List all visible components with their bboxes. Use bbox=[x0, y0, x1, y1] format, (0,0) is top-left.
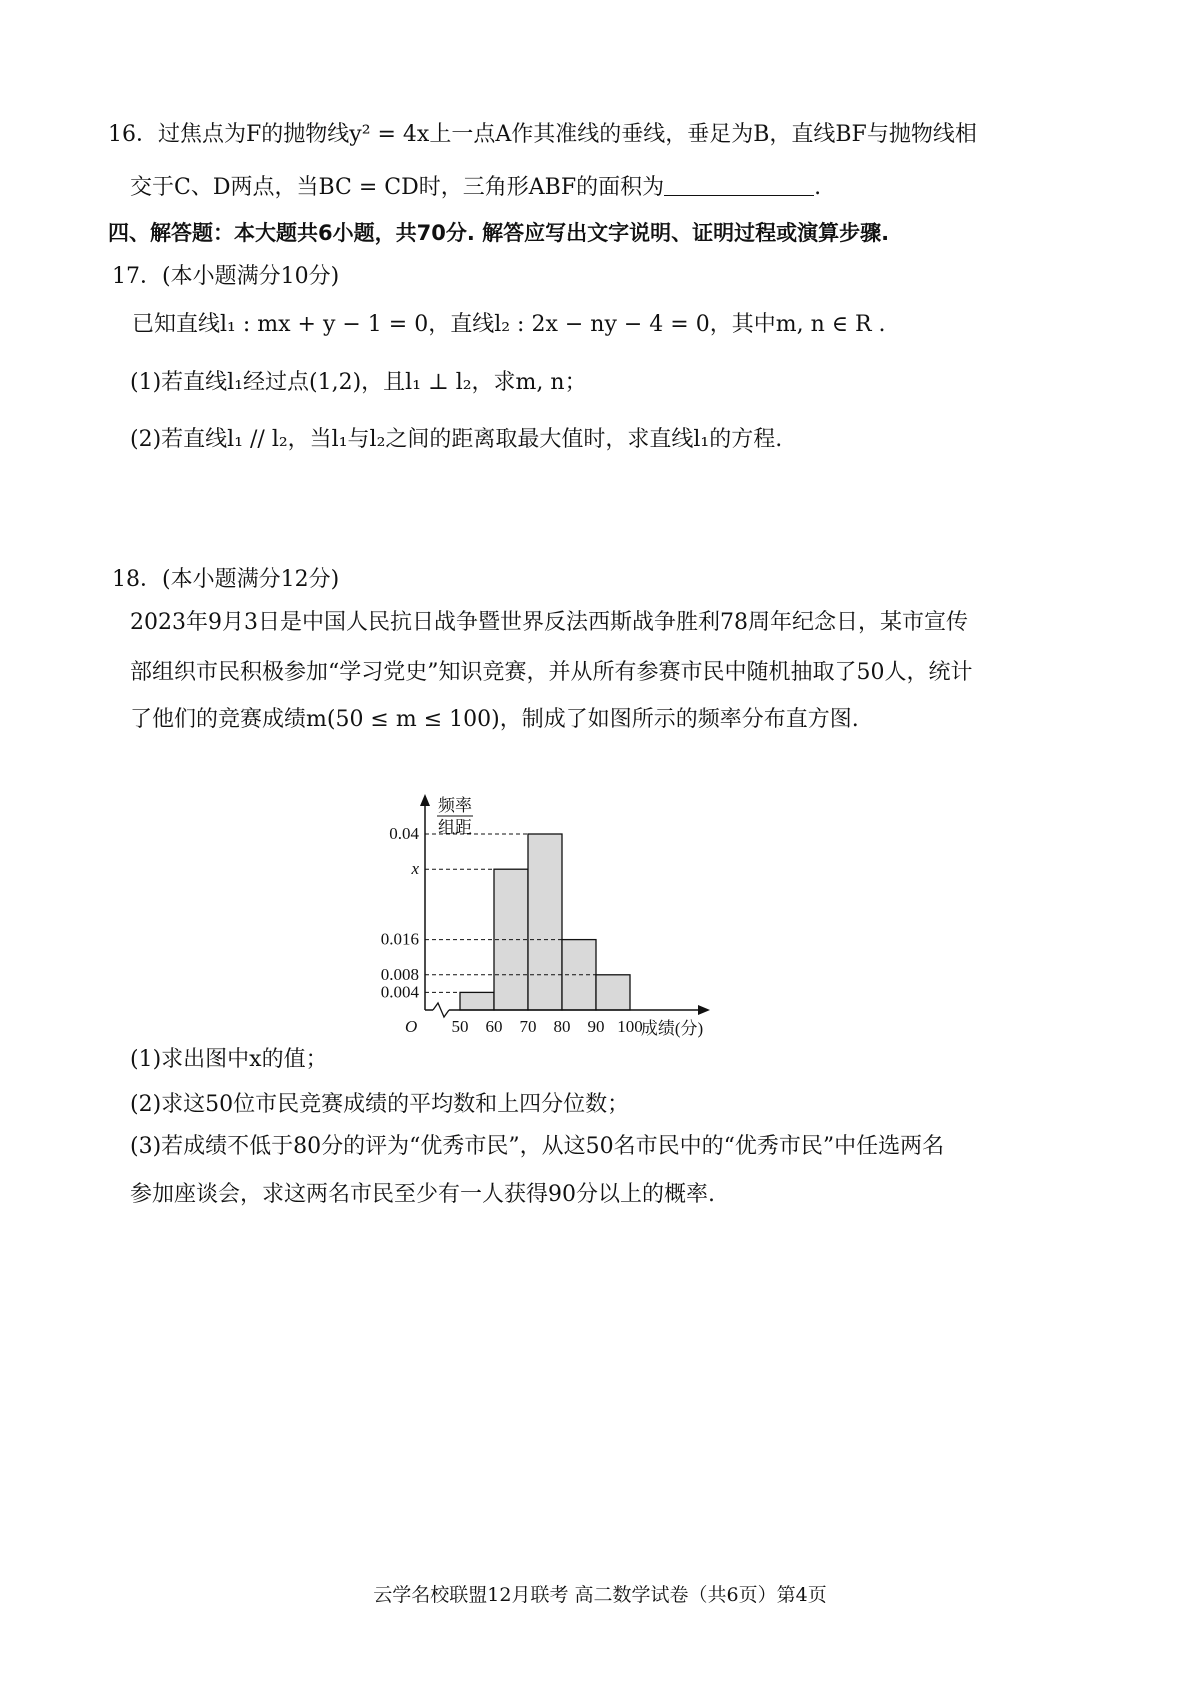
y-tick-label: 0.016 bbox=[380, 929, 419, 949]
x-axis-arrow bbox=[698, 1005, 710, 1015]
frequency-histogram bbox=[380, 790, 740, 1040]
q17-part2: (2)若直线l₁ // l₂，当l₁与l₂之间的距离取最大值时，求直线l₁的方程. bbox=[130, 427, 783, 452]
y-tick-label: 0.008 bbox=[380, 964, 419, 984]
y-tick-label: 0.004 bbox=[380, 982, 419, 1002]
histogram-bar bbox=[528, 834, 562, 1010]
q18-part3a: (3)若成绩不低于80分的评为“优秀市民”，从这50名市民中的“优秀市民”中任选两名 bbox=[130, 1134, 945, 1159]
q16-line2 bbox=[130, 173, 821, 203]
histogram-bar bbox=[460, 992, 494, 1010]
origin-label: O bbox=[405, 1017, 418, 1036]
x-tick-label: 80 bbox=[553, 1017, 571, 1036]
histogram-bar bbox=[596, 975, 630, 1010]
section4-heading: 四、解答题：本大题共6小题，共70分. 解答应写出文字说明、证明过程或演算步骤. bbox=[108, 221, 890, 245]
y-axis-label-numerator: 频率 bbox=[438, 796, 472, 815]
x-axis-label: 成绩(分) bbox=[640, 1019, 704, 1038]
axis-break-mark bbox=[433, 1003, 449, 1017]
x-tick-label: 70 bbox=[519, 1017, 537, 1036]
x-tick-label: 50 bbox=[451, 1017, 469, 1036]
q17-part1: (1)若直线l₁经过点(1,2)，且l₁ ⊥ l₂，求m, n； bbox=[130, 370, 587, 395]
q18-stem2: 部组织市民积极参加“学习党史”知识竞赛，并从所有参赛市民中随机抽取了50人，统计 bbox=[130, 660, 973, 685]
q18-part1: (1)求出图中x的值； bbox=[130, 1047, 328, 1072]
q16-line2-end: . bbox=[814, 175, 822, 200]
q16-line1: 16．过焦点为F的抛物线y² = 4x上一点A作其准线的垂线，垂足为B，直线BF与抛物线相 bbox=[108, 122, 977, 147]
y-tick-label: 0.04 bbox=[389, 824, 419, 843]
x-tick-label: 90 bbox=[587, 1017, 605, 1036]
q18-part2: (2)求这50位市民竞赛成绩的平均数和上四分位数； bbox=[130, 1092, 630, 1117]
q17-stem: 已知直线l₁ : mx + y − 1 = 0，直线l₂ : 2x − ny − 4 = 0，其中m, n ∈ R . bbox=[132, 312, 886, 337]
q18-part3b: 参加座谈会，求这两名市民至少有一人获得90分以上的概率. bbox=[130, 1182, 715, 1207]
q18-stem3: 了他们的竞赛成绩m(50 ≤ m ≤ 100)，制成了如图所示的频率分布直方图. bbox=[130, 707, 859, 732]
y-tick-label: x bbox=[411, 859, 419, 879]
q17-header: 17．(本小题满分10分) bbox=[112, 264, 340, 289]
y-axis-arrow bbox=[420, 794, 430, 806]
answer-blank bbox=[664, 173, 814, 196]
x-tick-label: 60 bbox=[485, 1017, 503, 1036]
q18-stem1: 2023年9月3日是中国人民抗日战争暨世界反法西斯战争胜利78周年纪念日，某市宣传 bbox=[130, 610, 968, 635]
q18-header: 18．(本小题满分12分) bbox=[112, 567, 340, 592]
page-footer: 云学名校联盟12月联考 高二数学试卷（共6页）第4页 bbox=[373, 1584, 827, 1606]
x-tick-label: 100 bbox=[617, 1017, 643, 1036]
y-axis-label-denominator: 组距 bbox=[438, 818, 472, 837]
q16-line2-text: 交于C、D两点，当BC = CD时，三角形ABF的面积为 bbox=[130, 175, 665, 200]
